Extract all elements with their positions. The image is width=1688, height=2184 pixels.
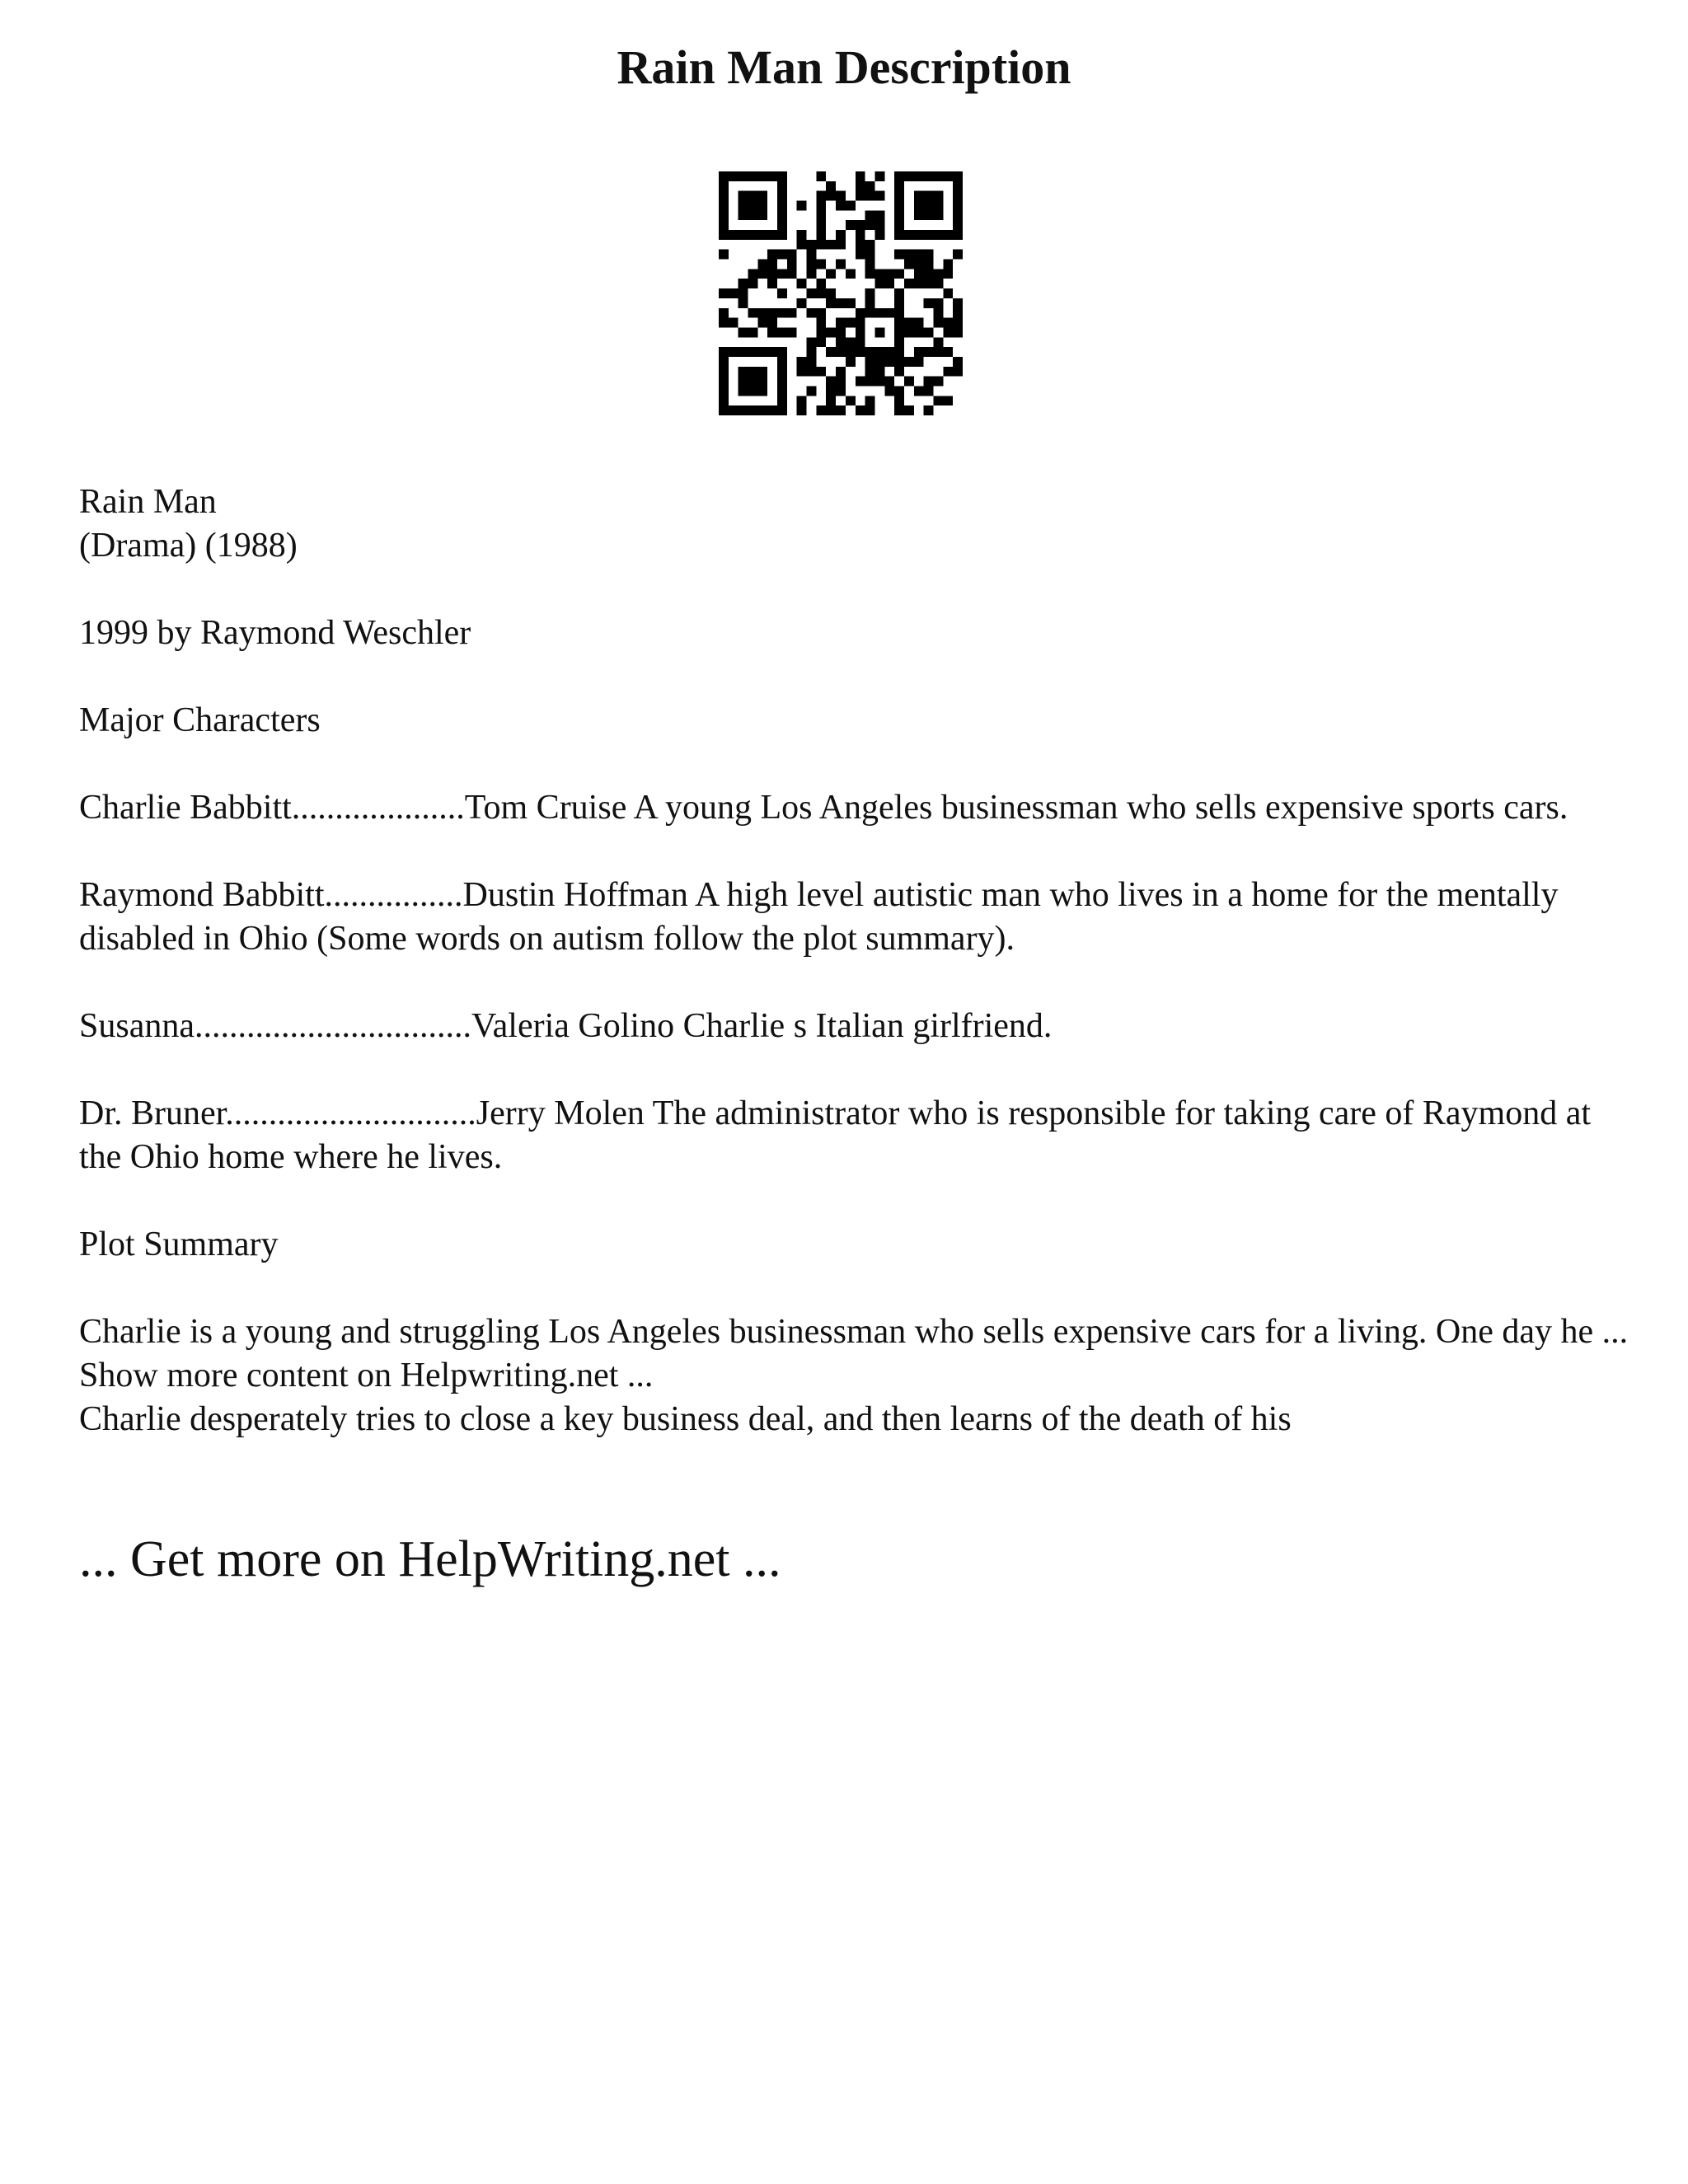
plot-paragraph: Charlie is a young and struggling Los Angeles businessman who sells expensive cars for a living. One day he ... Show more content on Helpwriting.net ...	[79, 1313, 1629, 1394]
plot-paragraph: Charlie desperately tries to close a key business deal, and then learns of the death of his	[79, 1400, 1292, 1438]
get-more-link[interactable]: ... Get more on HelpWriting.net ...	[79, 1531, 781, 1587]
byline: 1999 by Raymond Weschler	[79, 614, 471, 652]
section-heading-characters: Major Characters	[79, 701, 321, 739]
character-entry: Dr. Bruner.............................Jerry Molen The administrator who is responsible for taking care of Raymond at the Ohio home where he lives.	[79, 1094, 1592, 1176]
section-heading-plot: Plot Summary	[79, 1226, 279, 1263]
page-title: Rain Man Description	[617, 40, 1071, 94]
qr-code-icon	[719, 171, 963, 415]
character-entry: Raymond Babbitt................Dustin Hoffman A high level autistic man who lives in a home for the mentally disabled in Ohio (Some words on autism follow the plot summary).	[79, 876, 1559, 958]
document-body	[79, 480, 1629, 1441]
movie-title-line: Rain Man	[79, 483, 217, 521]
character-entry: Susanna................................Valeria Golino Charlie s Italian girlfriend.	[79, 1007, 1053, 1045]
character-entry: Charlie Babbitt....................Tom Cruise A young Los Angeles businessman who sells expensive sports cars.	[79, 789, 1568, 827]
movie-genre-year-line: (Drama) (1988)	[79, 527, 298, 565]
